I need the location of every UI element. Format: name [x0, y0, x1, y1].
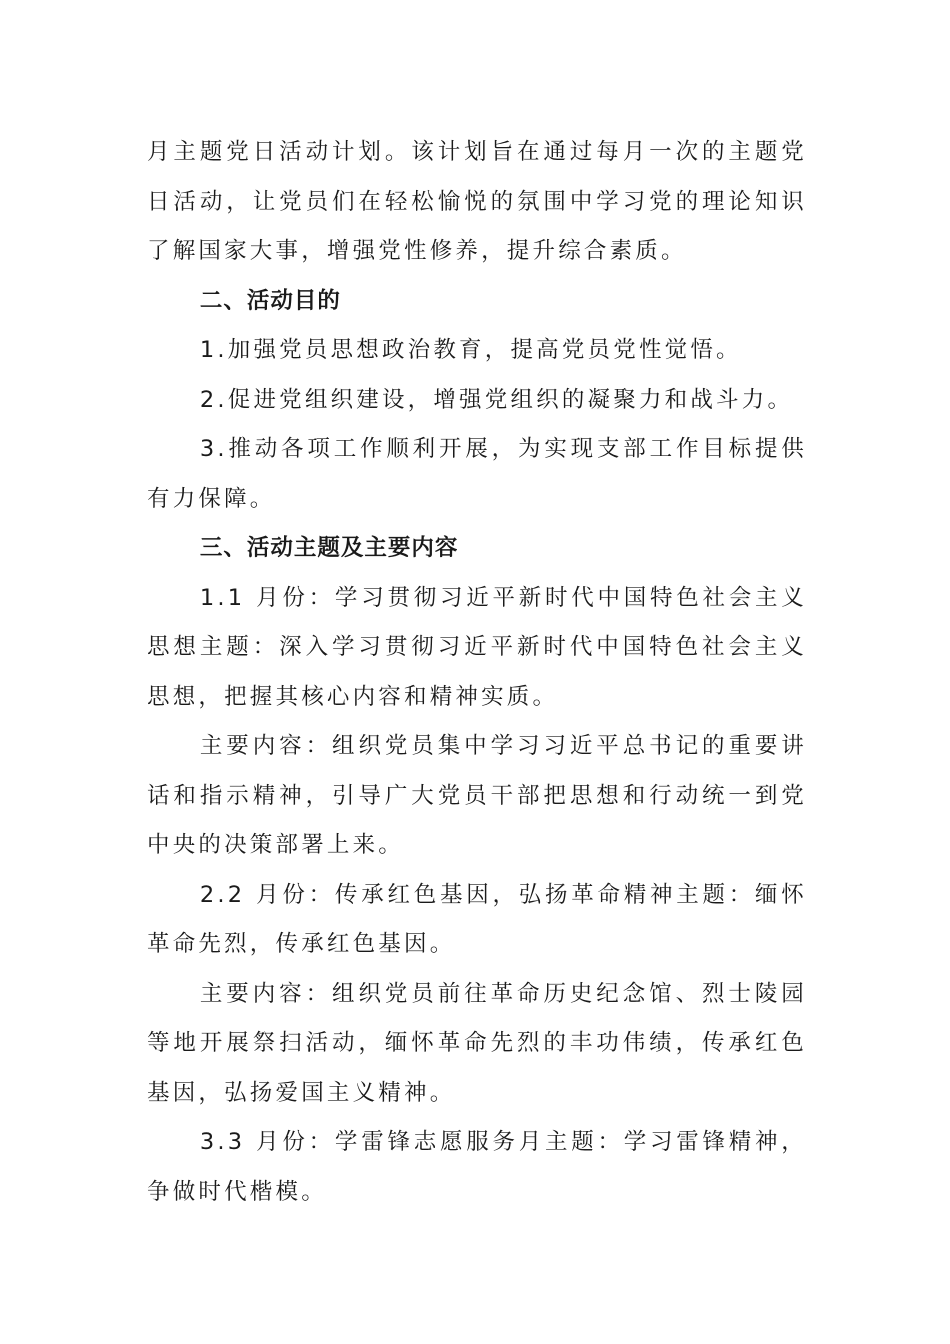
- intro-continuation-paragraph: 月主题党日活动计划。该计划旨在通过每月一次的主题党日活动，让党员们在轻松愉悦的氛围中学习党的理论知识了解国家大事，增强党性修养，提升综合素质。: [147, 139, 807, 264]
- january-content-paragraph: 主要内容：组织党员集中学习习近平总书记的重要讲话和指示精神，引导广大党员干部把思想和行动统一到党中央的决策部署上来。: [147, 733, 807, 858]
- document-body: [147, 128, 807, 1217]
- objective-item-2: 2.促进党组织建设，增强党组织的凝聚力和战斗力。: [199, 386, 794, 413]
- section-heading-objectives: 二、活动目的: [199, 287, 341, 314]
- section-heading-themes: 三、活动主题及主要内容: [199, 535, 459, 561]
- february-content-paragraph: 主要内容：组织党员前往革命历史纪念馆、烈士陵园等地开展祭扫活动，缅怀革命先烈的丰功伟绩，传承红色基因，弘扬爱国主义精神。: [147, 980, 807, 1106]
- objective-item-3: 3.推动各项工作顺利开展，为实现支部工作目标提供有力保障。: [147, 436, 807, 512]
- january-theme-paragraph: 1.1 月份：学习贯彻习近平新时代中国特色社会主义思想主题：深入学习贯彻习近平新时代中国特色社会主义思想，把握其核心内容和精神实质。: [147, 584, 807, 710]
- objective-item-1: 1.加强党员思想政治教育，提高党员党性觉悟。: [199, 337, 742, 363]
- march-theme-paragraph: 3.3 月份：学雷锋志愿服务月主题：学习雷锋精神，争做时代楷模。: [147, 1129, 807, 1205]
- february-theme-paragraph: 2.2 月份：传承红色基因，弘扬革命精神主题：缅怀革命先烈，传承红色基因。: [147, 881, 807, 957]
